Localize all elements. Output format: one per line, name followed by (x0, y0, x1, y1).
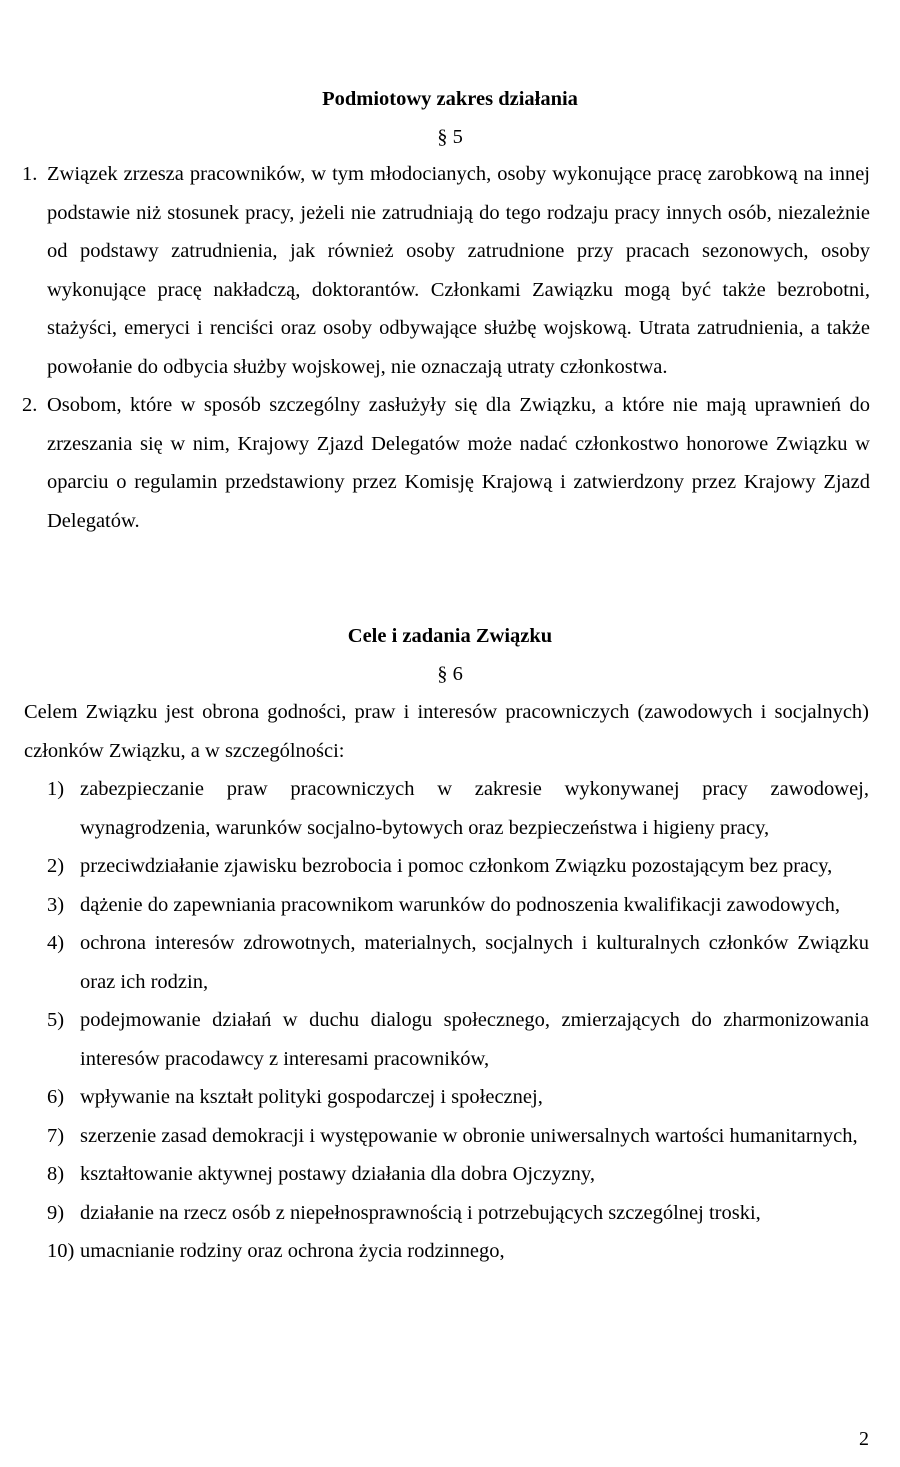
section6-item-1 (0, 770, 869, 847)
section6-item-4 (0, 924, 869, 1001)
list-text: Związek zrzesza pracowników, w tym młodocianych, osoby wykonujące pracę zarobkową na innej podstawie niż stosunek pracy, jeżeli nie zatrudniają do tego rodzaju pracy innych osób, niezależnie od podstawy zatrudnienia, jak również osoby zatrudnione przy pracach sezonowych, osoby wykonujące pracę nakładczą, doktorantów. Członkami Zawiązku mogą być także bezrobotni, stażyści, emeryci i renciści oraz osoby odbywające służbę wojskową. Utrata zatrudnienia, a także powołanie do odbycia służby wojskowej, nie oznaczają utraty członkostwa. (47, 163, 870, 378)
section6-item-5 (0, 1001, 869, 1078)
list-number: 1) (47, 778, 65, 800)
list-number: 10) (47, 1240, 75, 1262)
list-text: Osobom, które w sposób szczególny zasłużyły się dla Związku, a które nie mają uprawnień do zrzeszania się w nim, Krajowy Zjazd Delegatów może nadać członkostwo honorowe Związku w oparciu o regulamin przedstawiony przez Komisję Krajową i zatwierdzony przez Krajowy Zjazd Delegatów. (47, 394, 870, 532)
list-text: podejmowanie działań w duchu dialogu społecznego, zmierzających do zharmonizowania interesów pracodawcy z interesami pracowników, (80, 1009, 869, 1070)
list-text: zabezpieczanie praw pracowniczych w zakresie wykonywanej pracy zawodowej, wynagrodzenia, warunków socjalno-bytowych oraz bezpieczeństwa i higieny pracy, (80, 778, 869, 839)
page-number: 2 (859, 1428, 869, 1450)
list-number: 5) (47, 1009, 65, 1031)
section6-intro: Celem Związku jest obrona godności, praw i interesów pracowniczych (zawodowych i socjalnych) członków Związku, a w szczególności: (24, 701, 869, 762)
section6-item-3 (0, 886, 869, 925)
list-text: szerzenie zasad demokracji i występowanie w obronie uniwersalnych wartości humanitarnych, (80, 1124, 858, 1147)
section5-item-2 (0, 386, 870, 540)
section6-item-2 (0, 847, 869, 886)
section6-item-7 (0, 1117, 869, 1156)
list-number: 3) (47, 893, 65, 916)
list-number: 9) (47, 1201, 65, 1224)
list-text: działanie na rzecz osób z niepełnosprawnością i potrzebujących szczególnej troski, (80, 1201, 761, 1224)
section6-item-8 (0, 1155, 869, 1194)
section5-item-1 (0, 155, 870, 386)
list-text: ochrona interesów zdrowotnych, materialnych, socjalnych i kulturalnych członków Związku oraz ich rodzin, (80, 932, 869, 993)
section6-sign: § 6 (437, 663, 463, 685)
list-number: 2) (47, 855, 65, 877)
list-text: przeciwdziałanie zjawisku bezrobocia i pomoc członkom Związku pozostającym bez pracy, (80, 855, 833, 877)
list-number: 4) (47, 932, 65, 954)
section6-item-10 (0, 1232, 869, 1271)
section6-item-6 (0, 1078, 869, 1117)
list-text: dążenie do zapewniania pracownikom warunków do podnoszenia kwalifikacji zawodowych, (80, 893, 840, 916)
section6-heading: Cele i zadania Związku (347, 625, 553, 647)
section5-list (0, 155, 900, 540)
section5-heading: Podmiotowy zakres działania (322, 88, 578, 110)
list-text: umacnianie rodziny oraz ochrona życia rodzinnego, (80, 1240, 505, 1262)
list-number: 7) (47, 1124, 65, 1147)
list-number: 1. (22, 163, 38, 185)
section6-item-9 (0, 1194, 869, 1233)
list-number: 6) (47, 1086, 65, 1108)
list-number: 2. (22, 394, 38, 416)
section5-sign: § 5 (437, 126, 463, 148)
list-text: kształtowanie aktywnej postawy działania dla dobra Ojczyzny, (80, 1163, 595, 1185)
list-number: 8) (47, 1163, 65, 1185)
section6-list (0, 770, 900, 1271)
list-text: wpływanie na kształt polityki gospodarczej i społecznej, (80, 1086, 543, 1108)
